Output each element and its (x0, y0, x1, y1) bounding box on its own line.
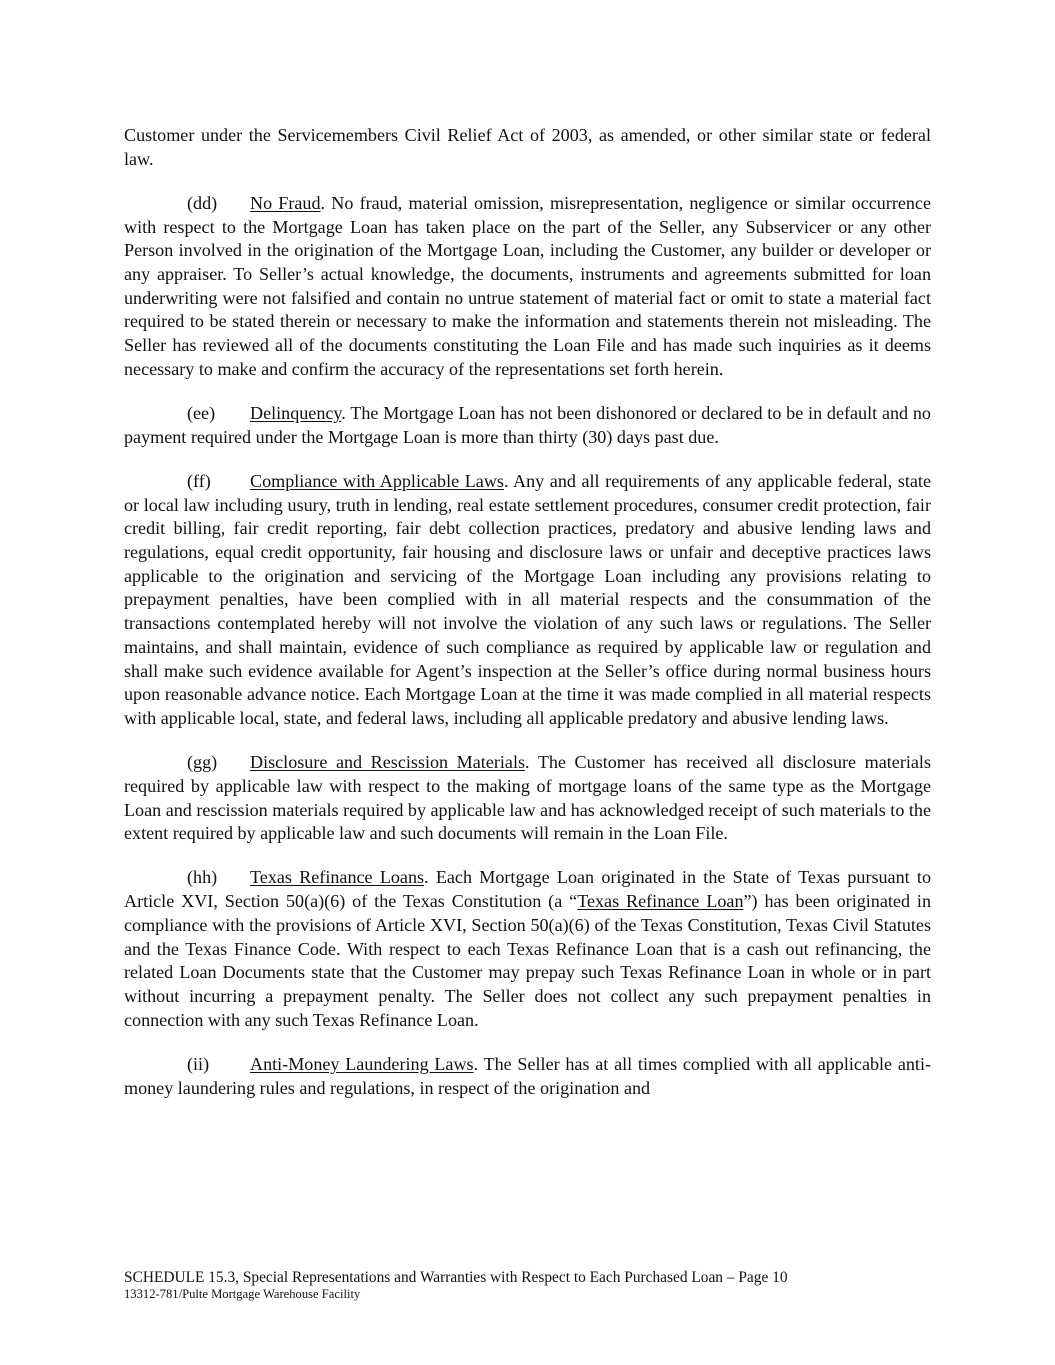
section-heading: No Fraud (250, 192, 321, 213)
section-text: The Seller has at all times complied with all applicable anti-money laundering rules and regulations, in respect of the origination and (124, 1053, 931, 1098)
section-label: (gg) (187, 752, 218, 773)
section-label: (ff) (187, 470, 211, 491)
section-label: (dd) (187, 192, 218, 213)
section-text: The Customer has received all disclosure materials required by applicable law with respect to the making of mortgage loans of the same type as the Mortgage Loan and rescission materials required by applicable law and has acknowledged receipt of such materials to the extent required by applicable law and such documents will remain in the Loan File. (124, 752, 931, 844)
section-label: (hh) (187, 867, 218, 888)
footer-schedule-line: SCHEDULE 15.3, Special Representations and Warranties with Respect to Each Purchased Loan – Page 10 (124, 1269, 788, 1286)
section-heading: Delinquency (250, 403, 342, 424)
section-heading: Disclosure and Rescission Materials (250, 752, 526, 773)
section-label: (ii) (187, 1053, 210, 1074)
section-ff: (ff) Compliance with Applicable Laws. Any and all requirements of any applicable federal, state or local law including usury, truth in lending, real estate settlement procedures, consumer credit protection, fair credit billing, fair credit reporting, fair debt collection practices, predatory and abusive lending laws and regulations, equal credit opportunity, fair housing and disclosure laws or unfair and deceptive practices laws applicable to the origination and servicing of the Mortgage Loan including any provisions relating to prepayment penalties, have been complied with in all material respects and the consummation of the transactions contemplated hereby will not involve the violation of any such laws or regulations. The Seller maintains, and shall maintain, evidence of such compliance as required by applicable law or regulation and shall make such evidence available for Agent’s inspection at the Seller’s office during normal business hours upon reasonable advance notice. Each Mortgage Loan at the time it was made complied in all material respects with applicable local, state, and federal laws, including all applicable predatory and abusive lending laws. (124, 470, 931, 728)
section-heading: Anti-Money Laundering Laws (250, 1053, 474, 1074)
section-text-before: Each Mortgage Loan originated in the State of Texas pursuant to Article XVI, Section 50(a)(6) of the Texas Constitution (a “ (124, 867, 932, 912)
section-ee: (ee) Delinquency. The Mortgage Loan has not been dishonored or declared to be in default and no payment required under the Mortgage Loan is more than thirty (30) days past due. (124, 403, 931, 447)
section-hh: (hh) Texas Refinance Loans. Each Mortgage Loan originated in the State of Texas pursuant to Article XVI, Section 50(a)(6) of the Texas Constitution (a “Texas Refinance Loan”) has been originated in compliance with the provisions of Article XVI, Section 50(a)(6) of the Texas Constitution, Texas Civil Statutes and the Texas Finance Code. With respect to each Texas Refinance Loan that is a cash out refinancing, the related Loan Documents state that the Customer may prepay such Texas Refinance Loan in whole or in part without incurring a prepayment penalty. The Seller does not collect any such prepayment penalties in connection with any such Texas Refinance Loan. (124, 867, 932, 1030)
opening-paragraph: Customer under the Servicemembers Civil Relief Act of 2003, as amended, or other similar state or federal law. (124, 125, 931, 169)
section-gg: (gg) Disclosure and Rescission Materials. The Customer has received all disclosure materials required by applicable law with respect to the making of mortgage loans of the same type as the Mortgage Loan and rescission materials required by applicable law and has acknowledged receipt of such materials to the extent required by applicable law and such documents will remain in the Loan File. (124, 752, 931, 844)
section-heading: Compliance with Applicable Laws (250, 470, 504, 491)
document-body (124, 124, 931, 1121)
defined-term: Texas Refinance Loan (577, 891, 744, 912)
footer-reference-line: 13312-781/Pulte Mortgage Warehouse Facility (124, 1287, 361, 1301)
section-heading: Texas Refinance Loans (250, 867, 425, 888)
section-ii: (ii) Anti-Money Laundering Laws. The Seller has at all times complied with all applicable anti-money laundering rules and regulations, in respect of the origination and (124, 1053, 931, 1098)
section-text: Any and all requirements of any applicable federal, state or local law including usury, truth in lending, real estate settlement procedures, consumer credit protection, fair credit billing, fair credit reporting, fair debt collection practices, predatory and abusive lending laws and regulations, equal credit opportunity, fair housing and disclosure laws or unfair and deceptive practices laws applicable to the origination and servicing of the Mortgage Loan including any provisions relating to prepayment penalties, have been complied with in all material respects and the consummation of the transactions contemplated hereby will not involve the violation of any such laws or regulations. The Seller maintains, and shall maintain, evidence of such compliance as required by applicable law or regulation and shall make such evidence available for Agent’s inspection at the Seller’s office during normal business hours upon reasonable advance notice. Each Mortgage Loan at the time it was made complied in all material respects with applicable local, state, and federal laws, including all applicable predatory and abusive lending laws. (124, 470, 931, 728)
section-text-after: ”) has been originated in compliance with the provisions of Article XVI, Section 50(a)(6) of the Texas Constitution, Texas Civil Statutes and the Texas Finance Code. With respect to each Texas Refinance Loan that is a cash out refinancing, the related Loan Documents state that the Customer may prepay such Texas Refinance Loan in whole or in part without incurring a prepayment penalty. The Seller does not collect any such prepayment penalties in connection with any such Texas Refinance Loan. (124, 891, 931, 1030)
page-footer (124, 1269, 931, 1302)
section-label: (ee) (187, 403, 216, 424)
section-text: No fraud, material omission, misrepresentation, negligence or similar occurrence with respect to the Mortgage Loan has taken place on the part of the Seller, any Subservicer or any other Person involved in the origination of the Mortgage Loan, including the Customer, any builder or developer or any appraiser. To Seller’s actual knowledge, the documents, instruments and agreements submitted for loan underwriting were not falsified and contain no untrue statement of material fact or omit to state a material fact required to be stated therein or necessary to make the information and statements therein not misleading. The Seller has reviewed all of the documents constituting the Loan File and has made such inquiries as it deems necessary to make and confirm the accuracy of the representations set forth herein. (124, 192, 931, 379)
section-text: The Mortgage Loan has not been dishonored or declared to be in default and no payment required under the Mortgage Loan is more than thirty (30) days past due. (124, 403, 931, 447)
section-dd: (dd) No Fraud. No fraud, material omission, misrepresentation, negligence or similar occurrence with respect to the Mortgage Loan has taken place on the part of the Seller, any Subservicer or any other Person involved in the origination of the Mortgage Loan, including the Customer, any builder or developer or any appraiser. To Seller’s actual knowledge, the documents, instruments and agreements submitted for loan underwriting were not falsified and contain no untrue statement of material fact or omit to state a material fact required to be stated therein or necessary to make the information and statements therein not misleading. The Seller has reviewed all of the documents constituting the Loan File and has made such inquiries as it deems necessary to make and confirm the accuracy of the representations set forth herein. (124, 192, 931, 379)
